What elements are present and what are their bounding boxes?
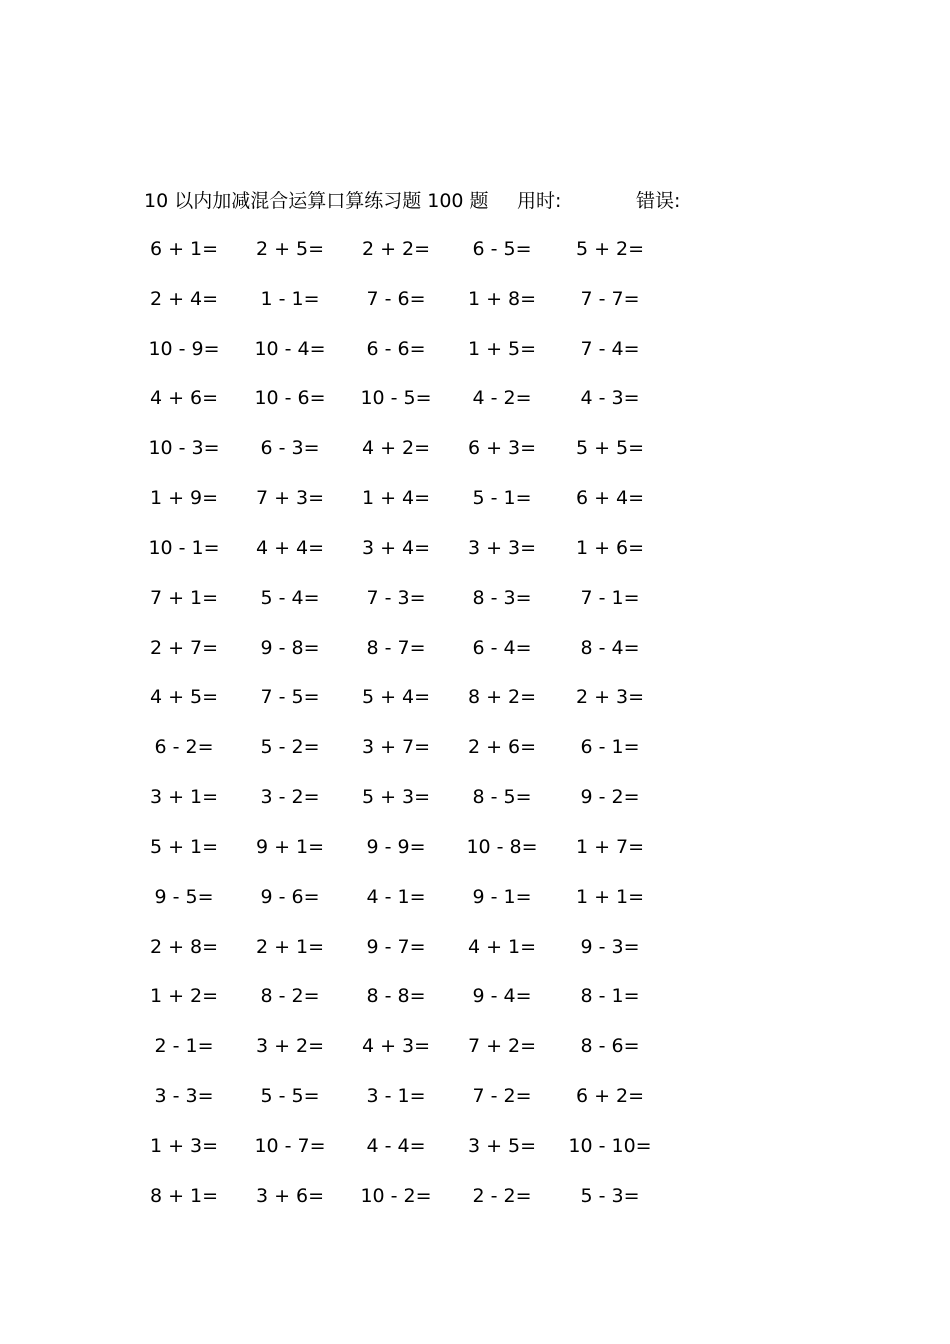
math-problem: 10 - 1=	[148, 536, 220, 559]
math-problem: 8 - 8=	[366, 985, 426, 1008]
math-problem: 4 + 1=	[467, 935, 537, 958]
problem-row	[0, 827, 950, 877]
math-problem: 6 - 6=	[366, 337, 426, 360]
math-problem: 3 + 1=	[149, 786, 219, 809]
problem-row	[0, 1126, 950, 1176]
math-problem: 9 - 5=	[154, 885, 214, 908]
time-label: 用时:	[517, 190, 562, 212]
math-problem: 3 + 2=	[255, 1035, 325, 1058]
problem-row	[0, 478, 950, 528]
problem-row	[0, 777, 950, 827]
math-problem: 8 - 6=	[580, 1035, 640, 1058]
math-problem: 4 + 2=	[361, 437, 431, 460]
math-problem: 2 + 8=	[149, 935, 219, 958]
math-problem: 6 + 3=	[467, 437, 537, 460]
math-problem: 8 - 1=	[580, 985, 640, 1008]
math-problem: 3 + 3=	[467, 536, 537, 559]
math-problem: 5 - 3=	[580, 1184, 640, 1207]
math-problem: 7 - 7=	[580, 287, 640, 310]
problem-row	[0, 927, 950, 977]
math-problem: 4 + 6=	[149, 387, 219, 410]
math-problem: 2 + 7=	[149, 636, 219, 659]
math-problem: 4 - 3=	[580, 387, 640, 410]
math-problem: 5 + 2=	[575, 238, 645, 260]
math-problem: 1 + 6=	[575, 536, 645, 559]
math-problem: 8 + 1=	[149, 1184, 219, 1207]
problem-row	[0, 877, 950, 927]
math-problem: 8 - 7=	[366, 636, 426, 659]
math-problem: 4 - 4=	[366, 1134, 426, 1157]
math-problem: 7 + 3=	[255, 487, 325, 510]
math-problem: 6 - 4=	[472, 636, 532, 659]
math-problem: 10 - 10=	[568, 1134, 652, 1157]
problem-row	[0, 727, 950, 777]
math-problem: 2 + 2=	[361, 238, 431, 260]
math-problem: 6 - 1=	[580, 736, 640, 759]
math-problem: 7 - 5=	[260, 686, 320, 709]
math-problem: 1 + 7=	[575, 835, 645, 858]
math-problem: 9 - 4=	[472, 985, 532, 1008]
math-problem: 10 - 4=	[254, 337, 326, 360]
math-problem: 1 + 3=	[149, 1134, 219, 1157]
math-problem: 1 + 4=	[361, 487, 431, 510]
math-problem: 4 + 4=	[255, 536, 325, 559]
problem-row	[0, 329, 950, 379]
math-problem: 1 + 2=	[149, 985, 219, 1008]
math-problem: 2 + 3=	[575, 686, 645, 709]
math-problem: 8 - 4=	[580, 636, 640, 659]
math-problem: 9 - 3=	[580, 935, 640, 958]
math-problem: 1 + 9=	[149, 487, 219, 510]
math-problem: 10 - 7=	[254, 1134, 326, 1157]
math-problem: 3 - 2=	[260, 786, 320, 809]
math-problem: 8 + 2=	[467, 686, 537, 709]
math-problem: 5 - 5=	[260, 1085, 320, 1108]
math-problem: 3 - 1=	[366, 1085, 426, 1108]
math-problem: 7 - 3=	[366, 586, 426, 609]
math-problem: 6 + 2=	[575, 1085, 645, 1108]
math-problem: 3 + 7=	[361, 736, 431, 759]
math-problem: 1 + 5=	[467, 337, 537, 360]
problem-row	[0, 1176, 950, 1226]
math-problem: 7 - 1=	[580, 586, 640, 609]
math-problem: 1 + 8=	[467, 287, 537, 310]
problem-row	[0, 976, 950, 1026]
math-problem: 8 - 3=	[472, 586, 532, 609]
problem-row	[0, 528, 950, 578]
math-problem: 3 + 6=	[255, 1184, 325, 1207]
math-problem: 4 + 5=	[149, 686, 219, 709]
math-problem: 3 + 5=	[467, 1134, 537, 1157]
math-problem: 1 + 1=	[575, 885, 645, 908]
math-problem: 7 - 2=	[472, 1085, 532, 1108]
math-problem: 5 + 4=	[361, 686, 431, 709]
math-problem: 2 - 1=	[154, 1035, 214, 1058]
problem-row	[0, 578, 950, 628]
math-problem: 4 - 1=	[366, 885, 426, 908]
math-problem: 4 - 2=	[472, 387, 532, 410]
problem-row	[0, 428, 950, 478]
math-problem: 2 + 6=	[467, 736, 537, 759]
worksheet-title: 10 以内加减混合运算口算练习题 100 题	[144, 190, 489, 212]
math-problem: 8 - 5=	[472, 786, 532, 809]
math-problem: 10 - 6=	[254, 387, 326, 410]
math-problem: 7 - 4=	[580, 337, 640, 360]
math-problem: 9 - 9=	[366, 835, 426, 858]
math-problem: 3 + 4=	[361, 536, 431, 559]
math-problem: 10 - 2=	[360, 1184, 432, 1207]
math-problem: 2 + 1=	[255, 935, 325, 958]
problem-row	[0, 1076, 950, 1126]
math-problem: 10 - 9=	[148, 337, 220, 360]
math-problem: 5 + 5=	[575, 437, 645, 460]
math-problem: 9 - 8=	[260, 636, 320, 659]
math-problem: 9 - 2=	[580, 786, 640, 809]
math-problem: 9 + 1=	[255, 835, 325, 858]
worksheet-header	[0, 186, 950, 216]
math-problem: 4 + 3=	[361, 1035, 431, 1058]
math-problem: 5 - 4=	[260, 586, 320, 609]
math-problem: 10 - 8=	[466, 835, 538, 858]
math-problem: 6 - 2=	[154, 736, 214, 759]
math-problem: 2 + 5=	[255, 238, 325, 260]
math-problem: 10 - 3=	[148, 437, 220, 460]
problem-row	[0, 628, 950, 678]
math-problem: 6 + 1=	[149, 238, 219, 260]
math-problem: 7 + 2=	[467, 1035, 537, 1058]
math-problem: 8 - 2=	[260, 985, 320, 1008]
math-problem: 1 - 1=	[260, 287, 320, 310]
math-problem: 9 - 1=	[472, 885, 532, 908]
math-problem: 2 - 2=	[472, 1184, 532, 1207]
problem-row	[0, 279, 950, 329]
problem-grid	[0, 229, 950, 1226]
math-problem: 5 + 3=	[361, 786, 431, 809]
problem-row	[0, 229, 950, 279]
math-problem: 2 + 4=	[149, 287, 219, 310]
math-problem: 10 - 5=	[360, 387, 432, 410]
math-problem: 6 - 5=	[472, 238, 532, 260]
math-problem: 7 + 1=	[149, 586, 219, 609]
math-problem: 6 - 3=	[260, 437, 320, 460]
math-problem: 9 - 7=	[366, 935, 426, 958]
problem-row	[0, 1026, 950, 1076]
math-problem: 7 - 6=	[366, 287, 426, 310]
math-problem: 3 - 3=	[154, 1085, 214, 1108]
math-problem: 6 + 4=	[575, 487, 645, 510]
math-problem: 9 - 6=	[260, 885, 320, 908]
problem-row	[0, 677, 950, 727]
math-problem: 5 - 1=	[472, 487, 532, 510]
problem-row	[0, 378, 950, 428]
math-problem: 5 - 2=	[260, 736, 320, 759]
errors-label: 错误:	[636, 190, 681, 212]
math-problem: 5 + 1=	[149, 835, 219, 858]
